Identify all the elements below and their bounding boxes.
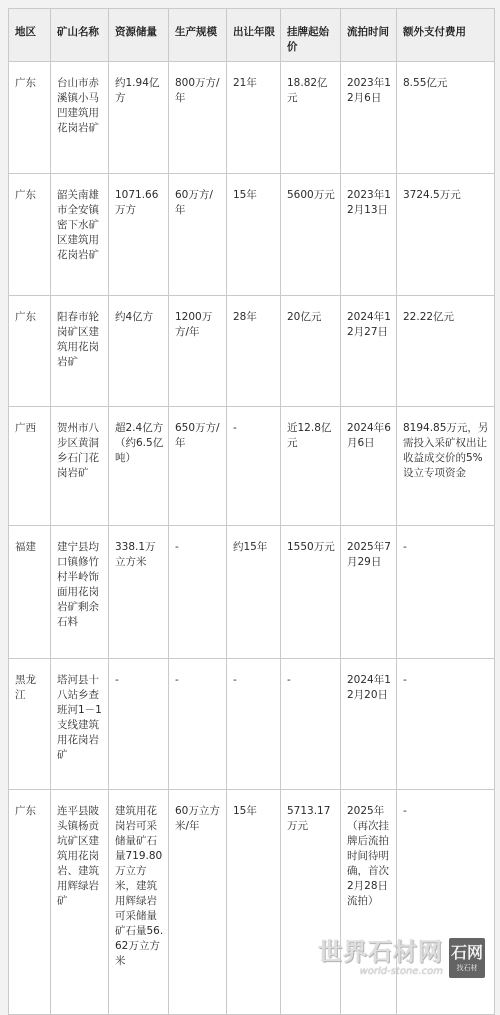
header-region: 地区 [9,9,51,62]
watermark-logo-main: 石网 [450,943,483,962]
header-starting-price: 挂牌起始价 [281,9,341,62]
cell-failed-auction-date: 2023年12月13日 [341,174,397,296]
cell-mine-name: 贺州市八步区黄洞乡石门花岗岩矿 [51,407,109,526]
cell-reserves: 超2.4亿方（约6.5亿吨） [109,407,169,526]
cell-starting-price: 5600万元 [281,174,341,296]
header-failed-auction-date: 流拍时间 [341,9,397,62]
watermark-logo-sub: 找石材 [456,964,478,972]
cell-starting-price: 1550万元 [281,526,341,659]
cell-term: 21年 [227,62,281,174]
cell-reserves: - [109,659,169,790]
cell-term: 15年 [227,790,281,1015]
cell-term: - [227,659,281,790]
cell-starting-price: 18.82亿元 [281,62,341,174]
cell-mine-name: 阳春市轮岗矿区建筑用花岗岩矿 [51,296,109,407]
cell-production-scale: 650万方/年 [169,407,227,526]
cell-region: 福建 [9,526,51,659]
cell-failed-auction-date: 2024年6月6日 [341,407,397,526]
cell-mine-name: 塔河县十八站乡查班河1－1支线建筑用花岗岩矿 [51,659,109,790]
cell-term: - [227,407,281,526]
table-row [9,659,495,790]
cell-extra-fees: 8.55亿元 [397,62,495,174]
cell-starting-price: 20亿元 [281,296,341,407]
watermark-text [318,938,443,977]
watermark-logo-icon [449,938,485,978]
cell-failed-auction-date: 2023年12月6日 [341,62,397,174]
cell-term: 15年 [227,174,281,296]
cell-reserves: 约1.94亿方 [109,62,169,174]
header-production-scale: 生产规模 [169,9,227,62]
cell-term: 约15年 [227,526,281,659]
mine-auction-table [8,8,495,1015]
table-row [9,62,495,174]
cell-extra-fees: 3724.5万元 [397,174,495,296]
cell-region: 广东 [9,790,51,1015]
cell-term: 28年 [227,296,281,407]
cell-production-scale: 1200万方/年 [169,296,227,407]
cell-starting-price: 近12.8亿元 [281,407,341,526]
table-row [9,174,495,296]
watermark-url: world-stone.com [359,966,443,977]
cell-mine-name: 韶关南雄市全安镇密下水矿区建筑用花岗岩矿 [51,174,109,296]
site-watermark [318,938,485,978]
cell-region: 黑龙江 [9,659,51,790]
table-row [9,790,495,1015]
watermark-title: 世界石材网 [318,937,443,966]
cell-mine-name: 连平县陂头镇杨贡坑矿区建筑用花岗岩、建筑用辉绿岩矿 [51,790,109,1015]
cell-region: 广东 [9,174,51,296]
table-row [9,296,495,407]
table-row [9,526,495,659]
cell-failed-auction-date: 2025年（再次挂牌后流拍时间待明确，首次2月28日流拍） [341,790,397,1015]
cell-failed-auction-date: 2024年12月20日 [341,659,397,790]
cell-mine-name: 台山市赤溪镇小马凹建筑用花岗岩矿 [51,62,109,174]
cell-starting-price: 5713.17万元 [281,790,341,1015]
cell-production-scale: 60万立方米/年 [169,790,227,1015]
table-header-row [9,9,495,62]
cell-region: 广东 [9,62,51,174]
cell-reserves: 338.1万立方米 [109,526,169,659]
cell-production-scale: 60万方/年 [169,174,227,296]
header-mine-name: 矿山名称 [51,9,109,62]
cell-production-scale: - [169,526,227,659]
header-term: 出让年限 [227,9,281,62]
cell-region: 广西 [9,407,51,526]
cell-reserves: 1071.66万方 [109,174,169,296]
cell-extra-fees: 22.22亿元 [397,296,495,407]
cell-production-scale: 800万方/年 [169,62,227,174]
cell-reserves: 建筑用花岗岩可采储量矿石量719.80万立方米，建筑用辉绿岩可采储量矿石量56.62万立方米 [109,790,169,1015]
table-row [9,407,495,526]
cell-extra-fees: - [397,526,495,659]
cell-region: 广东 [9,296,51,407]
cell-extra-fees: 8194.85万元，另需投入采矿权出让收益成交价的5%设立专项资金 [397,407,495,526]
cell-extra-fees: - [397,659,495,790]
cell-starting-price: - [281,659,341,790]
cell-extra-fees: - [397,790,495,1015]
cell-production-scale: - [169,659,227,790]
cell-reserves: 约4亿方 [109,296,169,407]
cell-failed-auction-date: 2024年12月27日 [341,296,397,407]
cell-failed-auction-date: 2025年7月29日 [341,526,397,659]
header-extra-fees: 额外支付费用 [397,9,495,62]
cell-mine-name: 建宁县均口镇修竹村半岭饰面用花岗岩矿剩余石料 [51,526,109,659]
header-reserves: 资源储量 [109,9,169,62]
